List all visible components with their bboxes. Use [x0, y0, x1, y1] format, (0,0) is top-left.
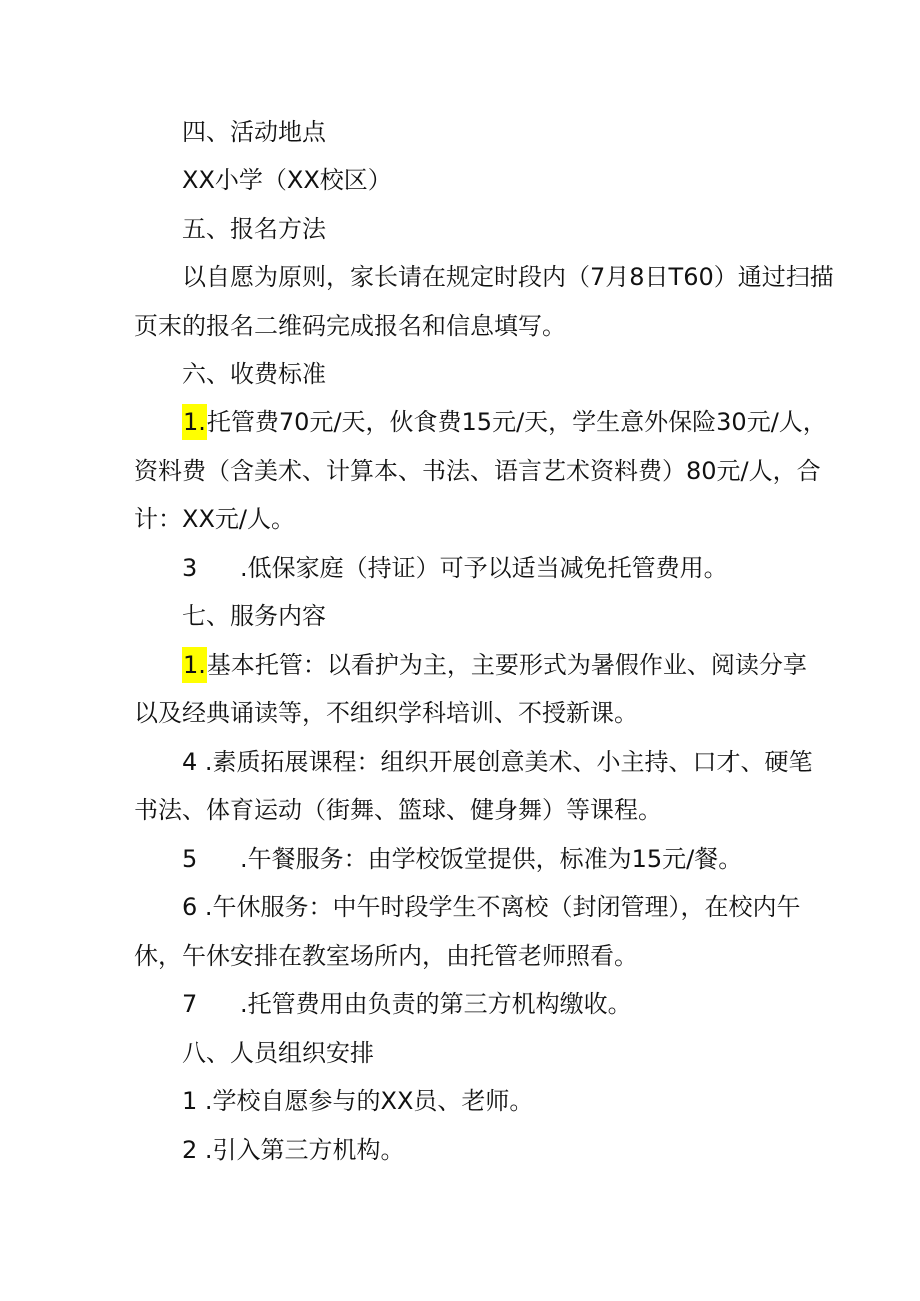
- service-item-4-line1: 6 .午休服务：中午时段学生不离校（封闭管理），在校内午: [182, 893, 801, 921]
- service-item-3-text: .午餐服务：由学校饭堂提供，标准为15元/餐。: [240, 845, 743, 873]
- service-item-3-number: 5: [182, 845, 198, 873]
- service-item-5-number: 7: [182, 990, 198, 1018]
- service-item-5-text: .托管费用由负责的第三方机构缴收。: [240, 990, 632, 1018]
- service-item-1-text: 基本托管：以看护为主，主要形式为暑假作业、阅读分享: [206, 651, 807, 679]
- service-item-3: [182, 843, 920, 875]
- highlighted-number: 1.: [182, 404, 207, 440]
- fee-heading: 六、收费标准: [182, 360, 326, 388]
- staff-item-2: 2 .引入第三方机构。: [182, 1136, 405, 1164]
- service-item-2-line2: 书法、体育运动（街舞、篮球、健身舞）等课程。: [134, 796, 662, 824]
- signup-heading: 五、报名方法: [182, 215, 326, 243]
- location-heading: 四、活动地点: [182, 118, 326, 146]
- service-item-1-line1: [182, 649, 920, 681]
- fee-item-1-line2: 资料费（含美术、计算本、书法、语言艺术资料费）80元/人，合: [134, 457, 821, 485]
- service-heading: 七、服务内容: [182, 602, 326, 630]
- location-value: XX小学（XX校区）: [182, 166, 392, 194]
- signup-text-line2: 页末的报名二维码完成报名和信息填写。: [134, 312, 566, 340]
- service-item-5: [182, 988, 920, 1020]
- highlighted-number: 1.: [182, 647, 207, 683]
- service-item-2-line1: 4 .素质拓展课程：组织开展创意美术、小主持、口才、硬笔: [182, 748, 813, 776]
- staff-item-1: 1 .学校自愿参与的XX员、老师。: [182, 1087, 534, 1115]
- fee-item-2-text: .低保家庭（持证）可予以适当减免托管费用。: [240, 554, 728, 582]
- fee-item-1-line3: 计：XX元/人。: [134, 505, 295, 533]
- fee-item-1-line1: [182, 406, 920, 438]
- fee-item-2-number: 3: [182, 554, 198, 582]
- fee-item-1-text: 托管费70元/天，伙食费15元/天，学生意外保险30元/人，: [206, 408, 827, 436]
- signup-text-line1: 以自愿为原则，家长请在规定时段内（7月8日T60）通过扫描: [182, 263, 834, 291]
- service-item-1-line2: 以及经典诵读等，不组织学科培训、不授新课。: [134, 699, 638, 727]
- fee-item-2: [182, 552, 920, 584]
- service-item-4-line2: 休，午休安排在教室场所内，由托管老师照看。: [134, 942, 638, 970]
- staff-heading: 八、人员组织安排: [182, 1039, 374, 1067]
